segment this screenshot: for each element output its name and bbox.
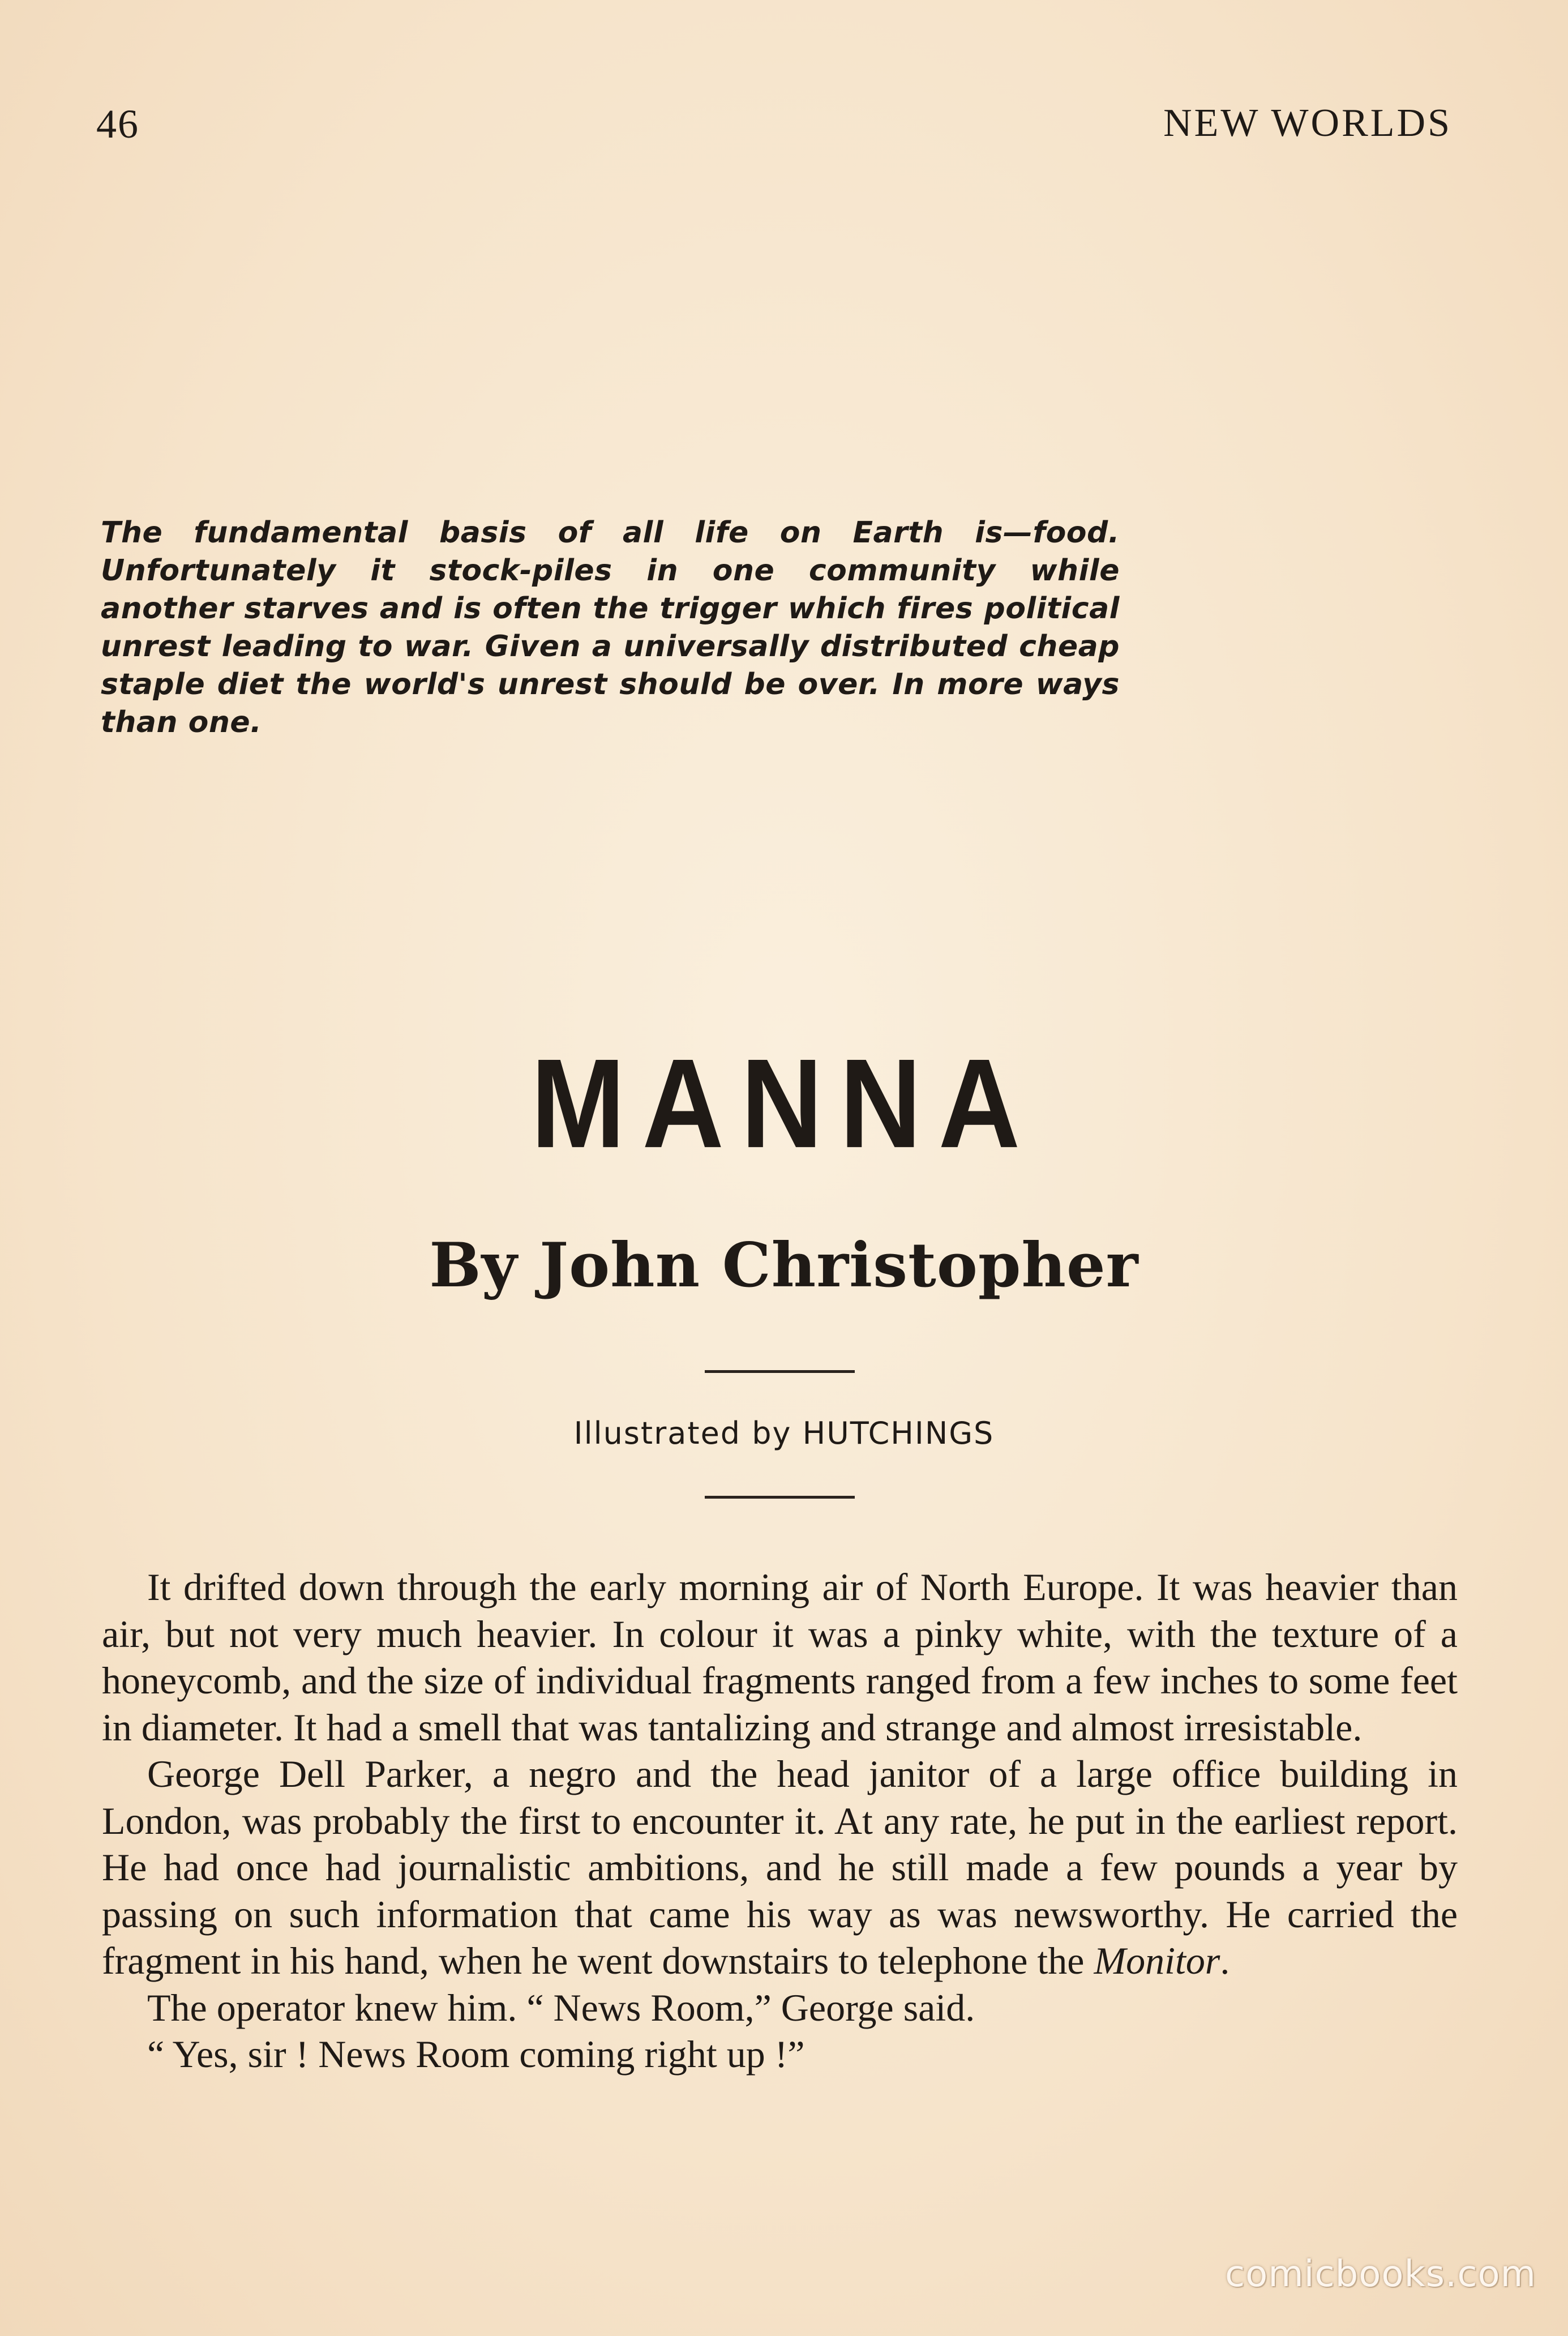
running-head: NEW WORLDS — [1163, 101, 1452, 145]
publication-name: Monitor — [1094, 1939, 1220, 1982]
paragraph: The operator knew him. “ News Room,” George said. — [147, 1986, 975, 2029]
page-number: 46 — [96, 101, 139, 147]
story-title: MANNA — [530, 1033, 1038, 1175]
paragraph: It drifted down through the early morning air of North Europe. It was heavier than air, but not very much heavier. In colour it was a pinky white, with the texture of a honeycomb, and the size of individual fragments ranged from a few inches to some feet in diameter. It had a smell that was tantalizing and strange and almost irresistable. — [102, 1565, 1458, 1749]
paragraph: “ Yes, sir ! News Room coming right up !” — [147, 2033, 805, 2076]
paragraph-end: . — [1220, 1939, 1230, 1982]
divider-rule-top — [705, 1370, 855, 1373]
illustrator-credit: Illustrated by HUTCHINGS — [573, 1415, 995, 1451]
intro-blurb: The fundamental basis of all life on Earth is—food. Unfortunately it stock-piles in one community while another starves and is often the trigger which fires political unrest leading to war. Given a universally distributed cheap staple diet the world's unrest should be over. In more ways than one. — [101, 516, 1120, 739]
paragraph-text: George Dell Parker, a negro and the head janitor of a large office building in London, was probably the first to encounter it. At any rate, he put in the earliest report. He had once had journalistic ambitions, and he still made a few pounds a year by passing on such information that came his way as was newsworthy. He carried the fragment in his hand, when he went downstairs to telephone the — [102, 1752, 1458, 1982]
story-body — [102, 1564, 1458, 2078]
paragraph — [102, 1751, 1458, 1984]
watermark: comicbooks.com — [1224, 2253, 1536, 2295]
byline: By John Christopher — [429, 1230, 1139, 1301]
divider-rule-bottom — [705, 1496, 855, 1499]
